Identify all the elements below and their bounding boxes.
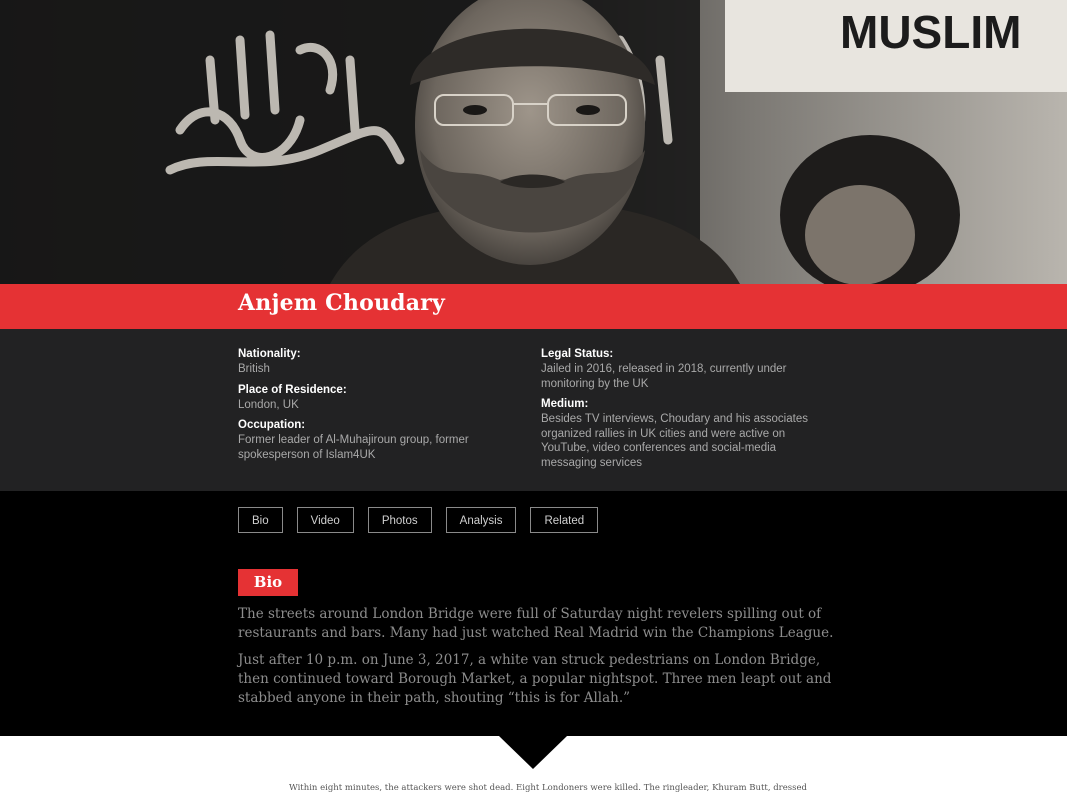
fact-nationality [238, 347, 518, 377]
fact-residence [238, 383, 518, 413]
fact-label: Legal Status: [541, 348, 614, 360]
fact-value: Jailed in 2016, released in 2018, currently under monitoring by the UK [541, 363, 787, 390]
hero-photo [0, 0, 1067, 284]
name-bar [0, 284, 1067, 329]
fact-label: Nationality: [238, 348, 301, 360]
tab-photos[interactable]: Photos [368, 507, 432, 533]
fact-value: British [238, 363, 270, 375]
article-continuation [0, 736, 1067, 800]
sign-text: MUSLIM [840, 6, 1022, 58]
fact-label: Medium: [541, 398, 589, 410]
fact-medium [541, 397, 831, 470]
tab-related[interactable]: Related [530, 507, 598, 533]
bio-paragraph: The streets around London Bridge were full of Saturday night revelers spilling out of restaurants and bars. Many had just watched Real Madrid win the Champions League. [238, 606, 834, 641]
fact-value: London, UK [238, 398, 299, 411]
article-text: Within eight minutes, the attackers were shot dead. Eight Londoners were killed. The ringleader, Khuram Butt, dressed [289, 783, 807, 793]
tab-analysis[interactable]: Analysis [446, 507, 517, 533]
facts-column-left [238, 347, 518, 468]
tab-bio[interactable]: Bio [238, 507, 283, 533]
tab-video[interactable]: Video [297, 507, 354, 533]
fact-value: Besides TV interviews, Choudary and his associates organized rallies in UK cities and were active on YouTube, video conferences and social-media messaging services [541, 413, 808, 469]
facts-column-right [541, 347, 831, 476]
hero-photo-graphic [0, 0, 1067, 284]
facts-panel [0, 329, 1067, 491]
fact-legal-status [541, 347, 831, 391]
bio-paragraph: Just after 10 p.m. on June 3, 2017, a white van struck pedestrians on London Bridge, then continued toward Borough Market, a popular nightspot. Three men leapt out and stabbed anyone in their path, shouting “this is for Allah.” [238, 652, 832, 706]
fact-occupation [238, 418, 518, 462]
section-notch-arrow [499, 736, 567, 769]
bio-heading: Bio [238, 569, 298, 596]
fact-label: Occupation: [238, 419, 306, 431]
section-tabs [238, 507, 598, 533]
fact-value: Former leader of Al-Muhajiroun group, former spokesperson of Islam4UK [238, 434, 469, 461]
bio-body [238, 605, 838, 716]
profile-name: Anjem Choudary [238, 290, 445, 316]
fact-label: Place of Residence: [238, 383, 347, 396]
